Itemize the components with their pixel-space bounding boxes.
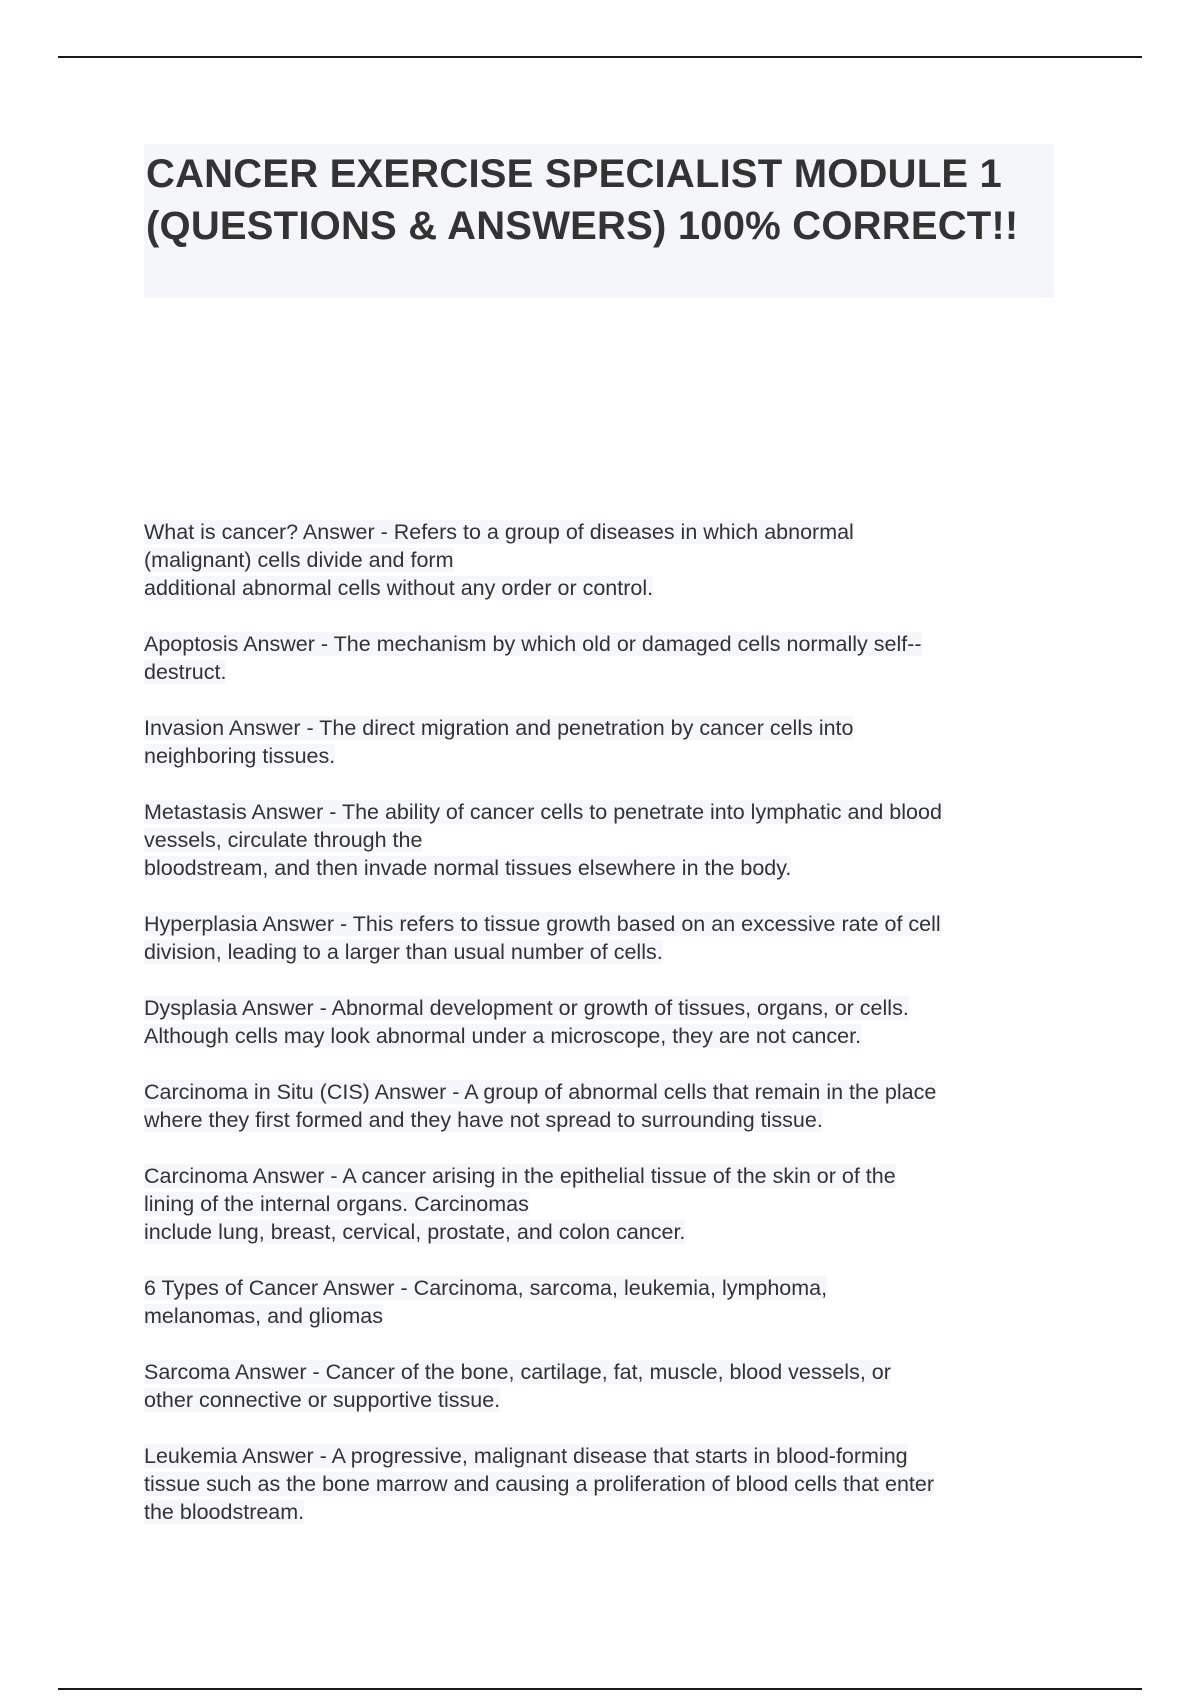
qa-line <box>144 1302 1064 1330</box>
qa-item <box>144 1358 1064 1414</box>
qa-line-text: destruct. <box>144 660 227 684</box>
qa-line-text: lining of the internal organs. Carcinomas <box>144 1192 529 1216</box>
qa-line <box>144 1106 1064 1134</box>
qa-line-text: where they first formed and they have not spread to surrounding tissue. <box>144 1108 823 1132</box>
qa-line-text: 6 Types of Cancer Answer - Carcinoma, sarcoma, leukemia, lymphoma, <box>144 1276 828 1300</box>
qa-line <box>144 1470 1064 1498</box>
qa-line <box>144 742 1064 770</box>
qa-line <box>144 1358 1064 1386</box>
document-title: CANCER EXERCISE SPECIALIST MODULE 1 (QUESTIONS & ANSWERS) 100% CORRECT!! <box>146 152 1019 248</box>
qa-line <box>144 1274 1064 1302</box>
qa-line <box>144 1078 1064 1106</box>
qa-line <box>144 1442 1064 1470</box>
qa-line-text: Carcinoma in Situ (CIS) Answer - A group of abnormal cells that remain in the place <box>144 1080 937 1104</box>
qa-line-text: vessels, circulate through the <box>144 828 423 852</box>
qa-item <box>144 798 1064 882</box>
qa-line <box>144 630 1064 658</box>
qa-line <box>144 910 1064 938</box>
qa-line-text: division, leading to a larger than usual number of cells. <box>144 940 663 964</box>
qa-line <box>144 1190 1064 1218</box>
qa-line <box>144 714 1064 742</box>
qa-line-text: the bloodstream. <box>144 1500 305 1524</box>
qa-item <box>144 910 1064 966</box>
qa-item <box>144 1442 1064 1526</box>
qa-line-text: other connective or supportive tissue. <box>144 1388 501 1412</box>
qa-line <box>144 854 1064 882</box>
qa-line <box>144 826 1064 854</box>
footer-rule <box>58 1688 1142 1690</box>
qa-line-text: Hyperplasia Answer - This refers to tissue growth based on an excessive rate of cell <box>144 912 941 936</box>
qa-line-text: Metastasis Answer - The ability of cancer cells to penetrate into lymphatic and blood <box>144 800 942 824</box>
qa-line <box>144 658 1064 686</box>
qa-line-text: tissue such as the bone marrow and causing a proliferation of blood cells that enter <box>144 1472 934 1496</box>
qa-line <box>144 994 1064 1022</box>
qa-item <box>144 630 1064 686</box>
qa-line-text: Dysplasia Answer - Abnormal development or growth of tissues, organs, or cells. <box>144 996 909 1020</box>
qa-line <box>144 1022 1064 1050</box>
qa-line-text: Sarcoma Answer - Cancer of the bone, cartilage, fat, muscle, blood vessels, or <box>144 1360 891 1384</box>
qa-line <box>144 1386 1064 1414</box>
qa-line-text: neighboring tissues. <box>144 744 336 768</box>
qa-line <box>144 1498 1064 1526</box>
qa-line-text: include lung, breast, cervical, prostate, and colon cancer. <box>144 1220 686 1244</box>
qa-item <box>144 994 1064 1050</box>
qa-line-text: Apoptosis Answer - The mechanism by which old or damaged cells normally self-- <box>144 632 922 656</box>
qa-item <box>144 1078 1064 1134</box>
qa-line-text: Invasion Answer - The direct migration and penetration by cancer cells into <box>144 716 854 740</box>
qa-line <box>144 1162 1064 1190</box>
qa-line-text: Although cells may look abnormal under a microscope, they are not cancer. <box>144 1024 862 1048</box>
qa-item <box>144 1162 1064 1246</box>
qa-line-text: melanomas, and gliomas <box>144 1304 384 1328</box>
header-rule <box>58 56 1142 58</box>
qa-line <box>144 938 1064 966</box>
qa-line <box>144 1218 1064 1246</box>
title-block <box>144 144 1054 298</box>
qa-item <box>144 518 1064 602</box>
qa-line-text: additional abnormal cells without any order or control. <box>144 576 654 600</box>
qa-line <box>144 798 1064 826</box>
qa-line-text: Leukemia Answer - A progressive, malignant disease that starts in blood-forming <box>144 1444 908 1468</box>
qa-line-text: What is cancer? Answer - Refers to a group of diseases in which abnormal <box>144 520 854 544</box>
qa-item <box>144 1274 1064 1330</box>
qa-line <box>144 546 1064 574</box>
qa-line <box>144 518 1064 546</box>
qa-line-text: bloodstream, and then invade normal tissues elsewhere in the body. <box>144 856 792 880</box>
qa-line <box>144 574 1064 602</box>
qa-item <box>144 714 1064 770</box>
qa-line-text: (malignant) cells divide and form <box>144 548 454 572</box>
qa-line-text: Carcinoma Answer - A cancer arising in the epithelial tissue of the skin or of the <box>144 1164 896 1188</box>
qa-list <box>144 518 1064 1554</box>
